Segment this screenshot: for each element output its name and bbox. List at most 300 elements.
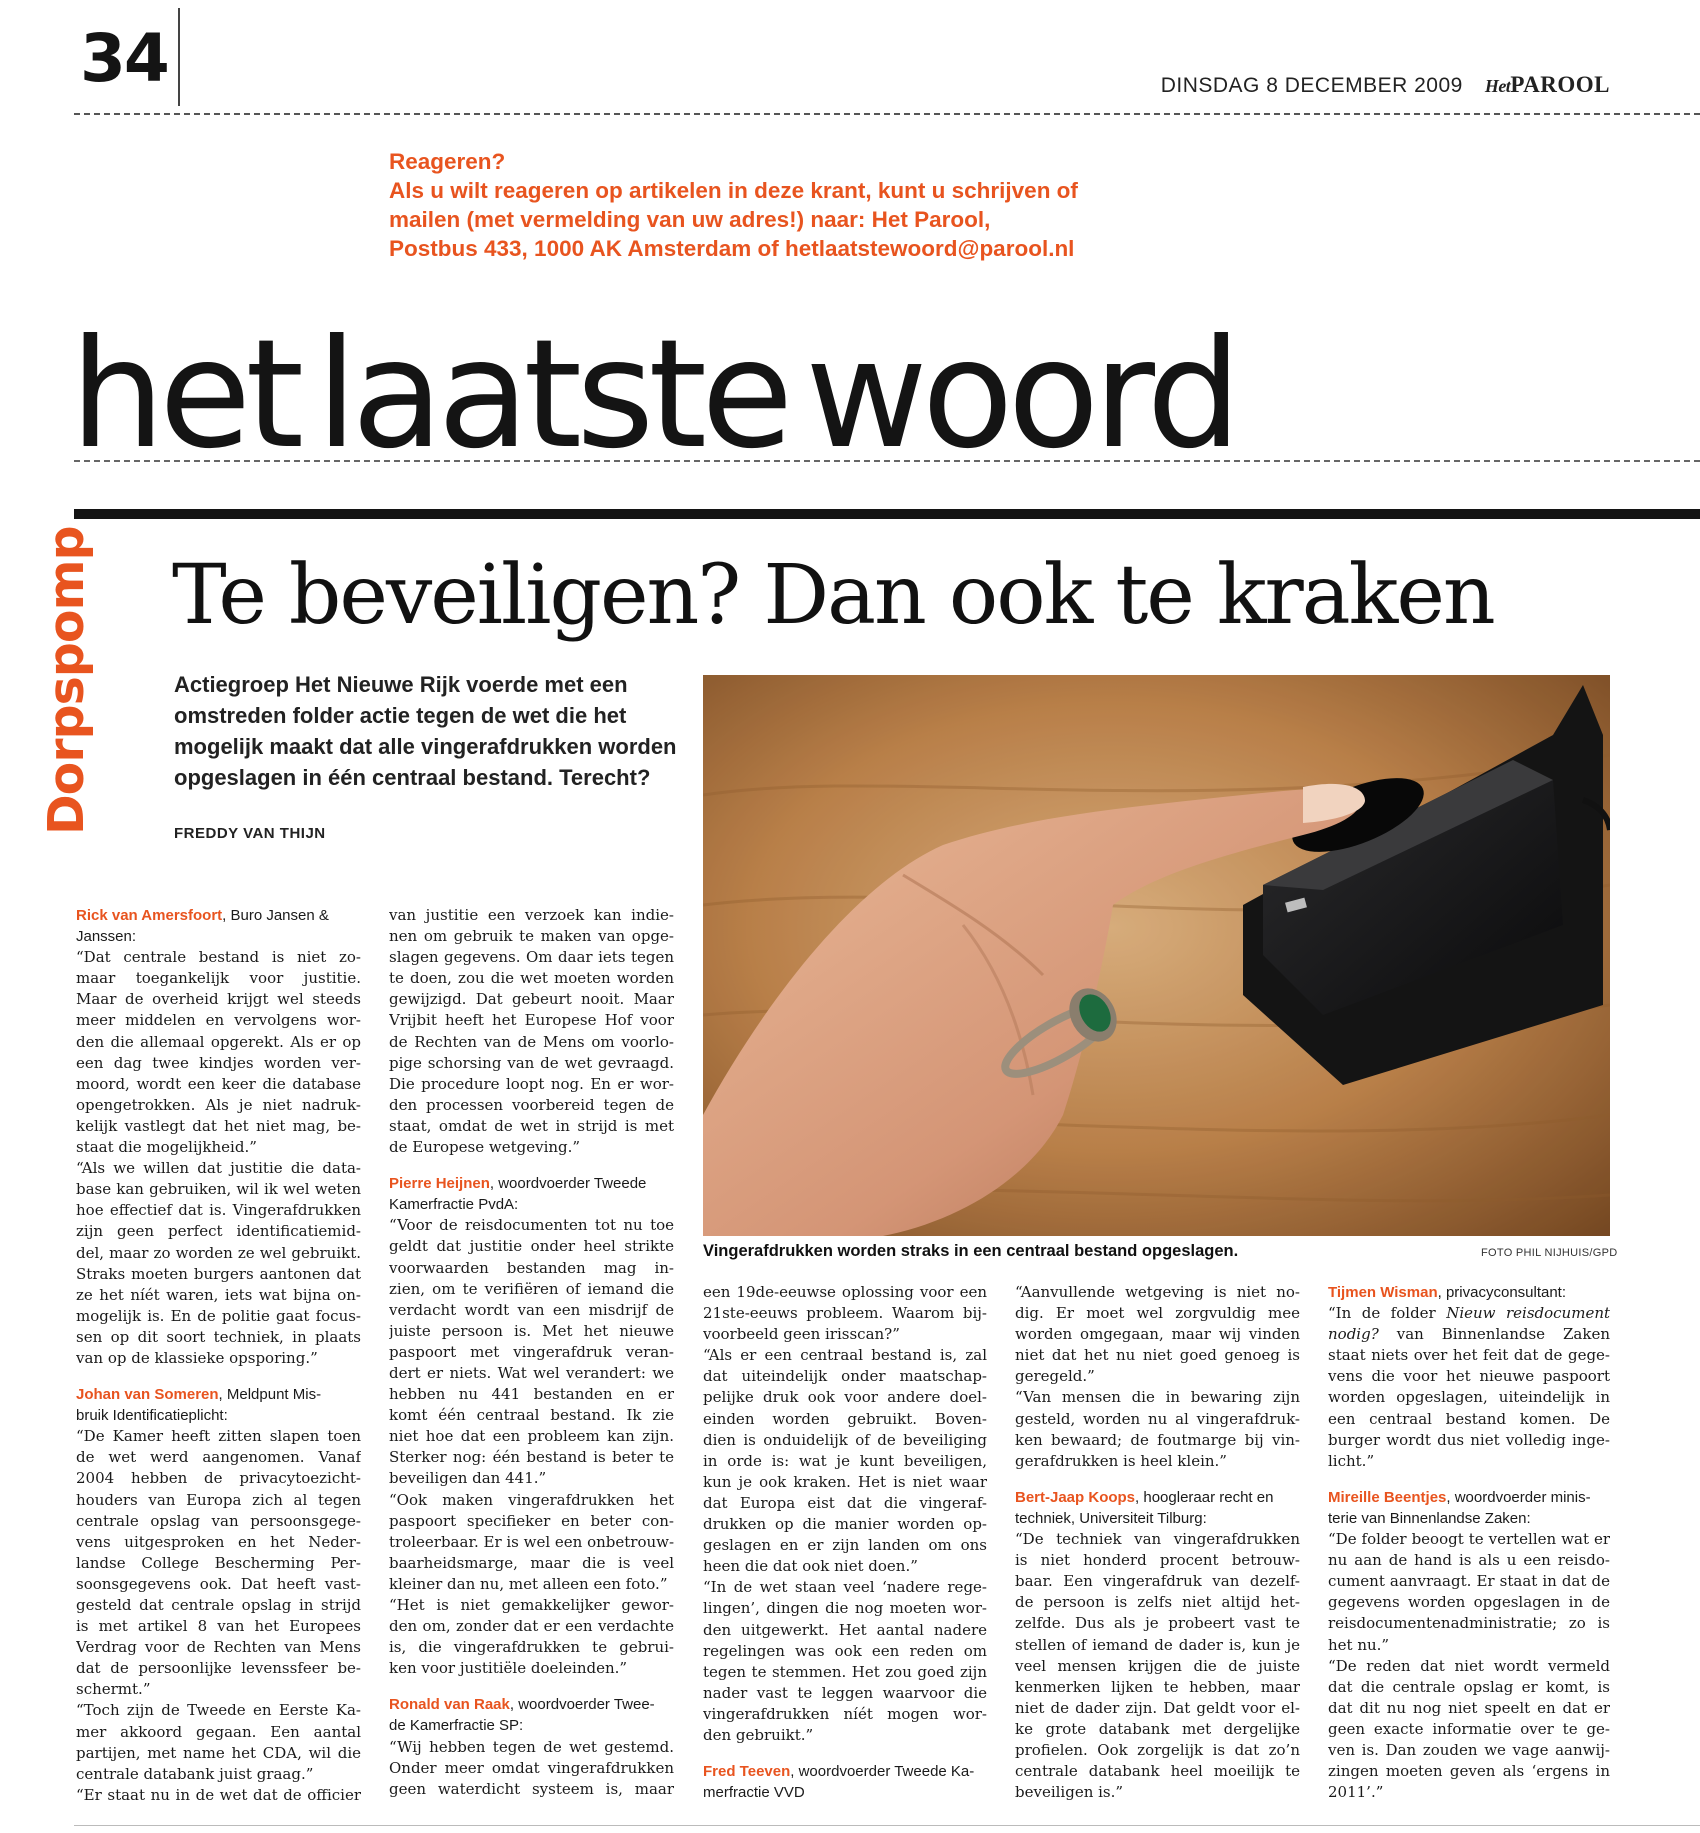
text-line	[389, 1426, 674, 1447]
text-run: gerafdrukken is heel klein.”	[1015, 1451, 1227, 1470]
text-run: ven is. Dan zouden we vage aanwij-	[1328, 1740, 1610, 1759]
text-run: zingen moeten geven als ‘ergens in	[1328, 1762, 1610, 1781]
text-run: 2011’.”	[1328, 1783, 1384, 1802]
paragraph-gap	[1015, 1472, 1300, 1487]
text-run: geregeld.”	[1015, 1367, 1095, 1386]
text-line	[1015, 1677, 1300, 1698]
text-line	[703, 1535, 987, 1556]
text-line	[703, 1725, 987, 1746]
text-line	[389, 1116, 674, 1137]
text-run: worden opgeslagen, uiteindelijk in	[1328, 1388, 1610, 1407]
text-run: voorbeeld geen irisscan?”	[703, 1325, 900, 1344]
text-run: beveiligen is.”	[1015, 1783, 1124, 1802]
text-run: niet hoe dat een probleem kan zijn.	[389, 1427, 674, 1446]
text-run: heen die dat ook niet doen.”	[703, 1557, 918, 1576]
section-label: Dorpspomp	[38, 526, 95, 835]
text-line	[703, 1430, 987, 1451]
text-run: een 19de-eeuwse oplossing voor een	[703, 1283, 987, 1301]
paragraph-gap	[703, 1746, 987, 1761]
text-run: zien, om te verifiëren of iemand die	[389, 1279, 674, 1298]
paragraph-gap	[389, 1679, 674, 1694]
text-line	[703, 1514, 987, 1535]
photo-credit: FOTO PHIL NIJHUIS/GPD	[1481, 1247, 1618, 1259]
text-line	[1328, 1635, 1610, 1656]
text-run: del, maar zo worden ze wel gebruikt.	[76, 1243, 361, 1262]
text-line	[703, 1683, 987, 1704]
text-line	[76, 1032, 361, 1053]
text-run: ken voor justitiële doeleinden.”	[389, 1659, 628, 1678]
text-line	[389, 1053, 674, 1074]
intro-line: omstreden folder actie tegen de wet die het	[174, 703, 627, 728]
text-line	[703, 1324, 987, 1345]
text-run: paspoort met vingerafdruk veran-	[389, 1342, 674, 1361]
speaker-role: merfractie VVD	[703, 1784, 805, 1802]
masthead-dashed-rule	[74, 460, 1700, 462]
text-run: vens uitgesproken en het Neder-	[76, 1532, 361, 1551]
text-line	[1015, 1740, 1300, 1761]
text-line	[389, 1279, 674, 1300]
text-run: Verdrag voor de Rechten van Mens	[76, 1638, 361, 1657]
text-run: kleiner dan nu, met alleen een foto.”	[389, 1574, 668, 1593]
text-line	[76, 989, 361, 1010]
text-line	[389, 1553, 674, 1574]
text-line	[1015, 1282, 1300, 1303]
text-run: slagen gegevens. Om daar iets tegen	[389, 948, 674, 967]
text-run: lingen’, dingen die nog moeten wor-	[703, 1599, 987, 1618]
article-headline: Te beveiligen? Dan ook te kraken	[172, 548, 1494, 643]
article-column-2	[389, 905, 674, 1800]
text-line	[1328, 1698, 1610, 1719]
text-line	[1328, 1677, 1610, 1698]
text-line	[76, 1679, 361, 1700]
text-line	[1328, 1430, 1610, 1451]
text-line	[76, 1595, 361, 1616]
text-line	[76, 1722, 361, 1743]
text-run: vens die voor het nieuwe paspoort	[1328, 1367, 1610, 1386]
text-line	[703, 1451, 987, 1472]
text-run: het nu.”	[1328, 1635, 1390, 1654]
text-line	[1015, 1324, 1300, 1345]
text-run: niet dat het nu niet goed genoeg is	[1015, 1346, 1300, 1365]
text-run: houders van Europa zich al tegen	[76, 1490, 361, 1509]
text-run: “Dat centrale bestand is niet zo-	[76, 948, 361, 967]
text-line	[703, 1704, 987, 1725]
text-run: mogelijk is. En de politie gaat focus-	[76, 1306, 361, 1325]
text-line	[1328, 1387, 1610, 1408]
text-run: dat de persoonlijke levenssfeer be-	[76, 1659, 361, 1678]
text-run: gesteld dat centrale opslag in strijd	[76, 1596, 361, 1614]
text-line	[389, 1300, 674, 1321]
text-run: geen exacte informatie over te ge-	[1328, 1719, 1610, 1738]
article-column-3	[703, 1282, 987, 1803]
text-line	[389, 1215, 674, 1236]
text-line	[703, 1303, 987, 1324]
text-line	[76, 1468, 361, 1489]
text-run: “Aanvullende wetgeving is niet no-	[1015, 1283, 1300, 1301]
text-line	[1328, 1613, 1610, 1634]
text-line	[1328, 1345, 1610, 1366]
text-line	[389, 1490, 674, 1511]
page-number: 34	[80, 20, 168, 97]
speaker-name: Mireille Beentjes	[1328, 1488, 1447, 1506]
text-run: licht.”	[1328, 1451, 1375, 1470]
text-line	[1015, 1550, 1300, 1571]
text-line	[1015, 1345, 1300, 1366]
text-line	[389, 1658, 674, 1679]
text-line	[389, 1321, 674, 1342]
text-line	[76, 1306, 361, 1327]
text-line	[389, 1574, 674, 1595]
text-run: van justitie een verzoek kan indie-	[389, 906, 674, 924]
text-run: ze het níét waren, iets wat bijna on-	[76, 1285, 361, 1304]
text-run: komt één centraal bestand. Ik zie	[389, 1406, 674, 1425]
text-run: zijn geen perfect identificatiemid-	[76, 1222, 361, 1241]
text-run: Maar de overheid krijgt wel steeds	[76, 990, 361, 1009]
text-line	[76, 1785, 361, 1806]
text-line	[76, 1447, 361, 1468]
text-line	[389, 1194, 674, 1215]
reageren-notice	[389, 147, 1149, 263]
text-run: “Het is niet gemakkelijker gewor-	[389, 1596, 674, 1614]
text-line	[389, 1737, 674, 1758]
text-line	[1328, 1571, 1610, 1592]
text-line	[1015, 1387, 1300, 1408]
text-line	[389, 1511, 674, 1532]
text-line	[76, 1116, 361, 1137]
text-line	[76, 1327, 361, 1348]
text-line	[76, 1010, 361, 1031]
newspaper-logo: HetPAROOL	[1484, 72, 1610, 97]
text-line	[389, 1236, 674, 1257]
text-line	[389, 1405, 674, 1426]
text-run: geen waterdicht systeem is, maar	[389, 1779, 674, 1798]
text-line	[1015, 1303, 1300, 1324]
speaker-role: , woordvoerder Tweede Ka-	[790, 1763, 975, 1781]
speaker-role: bruik Identificatieplicht:	[76, 1407, 228, 1425]
text-line	[76, 1574, 361, 1595]
text-run: den uitgewerkt. Het aantal nadere	[703, 1620, 987, 1639]
text-line	[389, 1258, 674, 1279]
speaker-line	[703, 1761, 987, 1782]
text-run: “De techniek van vingerafdrukken	[1015, 1530, 1300, 1549]
text-line	[389, 1468, 674, 1489]
text-run: landse College Bescherming Per-	[76, 1553, 361, 1572]
text-line	[76, 1158, 361, 1179]
text-line	[1015, 1430, 1300, 1451]
speaker-role: Janssen:	[76, 928, 137, 946]
text-run: “Wij hebben tegen de wet gestemd.	[389, 1737, 674, 1756]
text-run: de Rechten van de Mens om voorlo-	[389, 1032, 674, 1051]
text-run: “De Kamer heeft zitten slapen toen	[76, 1427, 361, 1446]
text-run: “Als er een centraal bestand is, zal	[703, 1346, 987, 1365]
text-run: tegen te stemmen. Het zou goed zijn	[703, 1662, 987, 1681]
text-run: vingerafdrukken níét mogen wor-	[703, 1704, 987, 1723]
speaker-name: Bert-Jaap Koops	[1015, 1488, 1136, 1506]
text-run: ken bewaard; de foutmarge bij vin-	[1015, 1430, 1300, 1449]
text-line	[1328, 1592, 1610, 1613]
text-line	[389, 947, 674, 968]
text-run: troleerbaar. Er is wel een onbetrouw-	[389, 1532, 674, 1551]
text-run: hebben nu 441 bestanden en er	[389, 1385, 674, 1404]
text-line	[703, 1662, 987, 1683]
text-line	[76, 1743, 361, 1764]
text-run: mer akkoord gegaan. Een aantal	[76, 1722, 361, 1741]
text-run: is met artikel 8 van het Europees	[76, 1617, 361, 1636]
photo-illustration	[703, 675, 1610, 1236]
text-line	[1015, 1761, 1300, 1782]
text-run: de Europese wetgeving.”	[389, 1138, 581, 1157]
reageren-line: Als u wilt reageren op artikelen in deze krant, kunt u schrijven of	[389, 178, 1078, 203]
text-line	[76, 1179, 361, 1200]
text-line	[703, 1345, 987, 1366]
text-line	[389, 1715, 674, 1736]
speaker-name: Pierre Heijnen	[389, 1175, 490, 1193]
bottom-rule	[74, 1825, 1700, 1826]
text-line	[76, 1426, 361, 1447]
text-run: baarheidsmarge, maar die is veel	[389, 1553, 674, 1572]
text-run: dert er niets. Wat wel verandert: we	[389, 1363, 674, 1382]
text-run: “Toch zijn de Tweede en Eerste Ka-	[76, 1701, 361, 1720]
text-line	[1015, 1508, 1300, 1529]
text-line	[76, 1553, 361, 1574]
text-line	[389, 1384, 674, 1405]
text-line	[1328, 1303, 1610, 1324]
text-line	[76, 1285, 361, 1306]
text-run: pelijke druk ook voor andere doel-	[703, 1388, 987, 1407]
text-run: nader vast te leggen waarvoor die	[703, 1683, 987, 1702]
text-run: is niet honderd procent betrouw-	[1015, 1551, 1300, 1570]
text-run: kun je ook kraken. Het is niet waar	[703, 1472, 987, 1491]
text-run: dien is onduidelijk of de beveiliging	[703, 1430, 987, 1449]
text-line	[1328, 1451, 1610, 1472]
text-line	[76, 1095, 361, 1116]
speaker-role: Kamerfractie PvdA:	[389, 1196, 519, 1214]
section-masthead: het laatste woord	[70, 308, 1236, 482]
speaker-role: , Meldpunt Mis-	[218, 1386, 322, 1404]
text-run: burger wordt dus niet volledig inge-	[1328, 1430, 1610, 1449]
text-run: opengetrokken. Als je niet nadruk-	[76, 1095, 361, 1114]
text-line	[389, 1137, 674, 1158]
text-line	[76, 1658, 361, 1679]
text-line	[1015, 1656, 1300, 1677]
text-run: “Als we willen dat justitie die data-	[76, 1159, 361, 1178]
text-run: stellen of iemand de dader is, kun je	[1015, 1635, 1300, 1654]
text-line	[703, 1472, 987, 1493]
speaker-role: , Buro Jansen &	[222, 907, 329, 924]
text-run: voorwaarden bestanden mag in-	[389, 1258, 674, 1277]
text-run: ke grote databank met dergelijke	[1015, 1719, 1300, 1738]
text-run: worden omgegaan, maar wij vinden	[1015, 1325, 1300, 1344]
speaker-role: , woordvoerder Tweede	[489, 1175, 647, 1193]
text-run: partijen, met name het CDA, wil die	[76, 1743, 361, 1762]
text-run: moord, wordt een keer die database	[76, 1074, 361, 1093]
speaker-name: Ronald van Raak	[389, 1696, 510, 1714]
text-run: 2004 hebben de privacytoezicht-	[76, 1469, 361, 1488]
text-line	[1015, 1409, 1300, 1430]
text-line	[389, 1363, 674, 1384]
text-line	[703, 1620, 987, 1641]
text-run: beveiligen dan 441.”	[389, 1469, 547, 1488]
speaker-line	[389, 1694, 674, 1715]
speaker-line	[76, 905, 361, 926]
text-line	[1328, 1508, 1610, 1529]
masthead-thick-rule	[74, 509, 1700, 519]
text-run: baar. Een vingerafdruk van dezelf-	[1015, 1572, 1300, 1591]
speaker-role: , hoogleraar recht en	[1135, 1488, 1274, 1506]
text-run: meer middelen en vervolgens wor-	[76, 1011, 361, 1030]
header-dashed-rule	[74, 113, 1700, 115]
text-run: in orde is: wat je kunt beveiligen,	[703, 1451, 987, 1470]
text-run: “Ook maken vingerafdrukken het	[389, 1490, 674, 1509]
speaker-name: Rick van Amersfoort	[76, 907, 223, 924]
text-line	[389, 989, 674, 1010]
paragraph-gap	[1328, 1472, 1610, 1487]
text-line	[76, 1490, 361, 1511]
text-line	[1015, 1635, 1300, 1656]
text-line	[76, 968, 361, 989]
text-run: gewijzigd. Dat gebeurt nooit. Maar	[389, 990, 674, 1009]
reageren-line: Postbus 433, 1000 AK Amsterdam of hetlaatstewoord@parool.nl	[389, 236, 1075, 261]
intro-line: Actiegroep Het Nieuwe Rijk voerde met een	[174, 672, 628, 697]
text-run: Vrijbit heeft het Europese Hof voor	[389, 1011, 674, 1030]
intro-line: opgeslagen in één centraal bestand. Terecht?	[174, 765, 651, 790]
text-run: staat, omdat de wet in strijd is met	[389, 1116, 674, 1135]
article-byline: FREDDY VAN THIJN	[174, 825, 326, 842]
text-line	[76, 1532, 361, 1553]
speaker-name: Johan van Someren	[76, 1386, 219, 1404]
text-run: “De folder beoogt te vertellen wat er	[1328, 1530, 1610, 1549]
text-line	[1015, 1529, 1300, 1550]
text-line	[703, 1641, 987, 1662]
text-run: “In de wet staan veel ‘nadere rege-	[703, 1578, 987, 1597]
text-run: dat dit nu nog niet speelt en dat er	[1328, 1698, 1610, 1717]
issue-date: DINSDAG 8 DECEMBER 2009	[1160, 74, 1463, 97]
paragraph-gap	[76, 1369, 361, 1384]
article-column-4	[1015, 1282, 1300, 1803]
speaker-role: terie van Binnenlandse Zaken:	[1328, 1509, 1531, 1527]
text-run: nen om gebruik te maken van opge-	[389, 927, 674, 946]
text-run: dat Europa eist dat die vingeraf-	[703, 1493, 987, 1512]
text-run: den processen voorbereid tegen de	[389, 1095, 674, 1114]
text-line	[389, 1010, 674, 1031]
speaker-name: Tijmen Wisman	[1328, 1284, 1438, 1301]
text-line	[76, 1700, 361, 1721]
text-line	[1015, 1451, 1300, 1472]
text-line	[703, 1366, 987, 1387]
text-line	[1328, 1324, 1610, 1345]
text-run: drukken op die manier worden op-	[703, 1515, 987, 1534]
text-line	[1328, 1761, 1610, 1782]
text-line	[76, 1264, 361, 1285]
speaker-line	[76, 1384, 361, 1405]
text-line	[1328, 1656, 1610, 1677]
text-run: regelingen was ook een reden om	[703, 1641, 987, 1660]
text-run: den gebruikt.”	[703, 1725, 814, 1744]
text-line	[389, 1074, 674, 1095]
reageren-line: mailen (met vermelding van uw adres!) naar: Het Parool,	[389, 207, 991, 232]
text-line	[1328, 1782, 1610, 1803]
text-run: Straks moeten burgers aantonen dat	[76, 1264, 361, 1283]
text-line	[76, 1221, 361, 1242]
text-run: de persoon is zelfs niet altijd het-	[1015, 1593, 1300, 1612]
text-run: centrale databank heel moeilijk te	[1015, 1762, 1300, 1781]
text-line	[389, 1616, 674, 1637]
text-line	[76, 1348, 361, 1369]
text-line	[76, 1616, 361, 1637]
text-line	[76, 947, 361, 968]
fingerprint-scanner-photo	[703, 675, 1610, 1236]
text-run: van op de klassieke opsporing.”	[76, 1348, 318, 1367]
text-run: reisdocumentenadministratie; zo is	[1328, 1614, 1610, 1633]
text-run: staat die mogelijkheid.”	[76, 1138, 257, 1157]
text-line	[1015, 1719, 1300, 1740]
text-line	[389, 1779, 674, 1800]
text-line	[389, 1342, 674, 1363]
text-line	[703, 1598, 987, 1619]
text-run: dat uiteindelijk onder maatschap-	[703, 1367, 987, 1386]
text-run: Die procedure loopt nog. En er wor-	[389, 1074, 674, 1093]
header-divider	[178, 8, 180, 106]
text-run: “In de folder	[1328, 1304, 1447, 1323]
speaker-name: Fred Teeven	[703, 1763, 791, 1781]
text-run: de wet werd aangenomen. Vanaf	[76, 1448, 361, 1467]
text-run: kenmerken lijken te hebben, maar	[1015, 1677, 1300, 1696]
text-line	[76, 1764, 361, 1785]
text-line	[703, 1409, 987, 1430]
text-line	[389, 1637, 674, 1658]
article-column-5	[1328, 1282, 1610, 1803]
text-line	[1328, 1366, 1610, 1387]
text-run: maar toegankelijk voor justitie.	[76, 969, 361, 988]
speaker-role: , woordvoerder minis-	[1446, 1488, 1591, 1506]
text-line	[76, 1053, 361, 1074]
text-run: te doen, zou die wet moeten worden	[389, 969, 674, 988]
text-line	[76, 1511, 361, 1532]
text-line	[703, 1556, 987, 1577]
text-line	[76, 1200, 361, 1221]
text-run: dat die centrale opslag er komt, is	[1328, 1677, 1610, 1696]
speaker-role: , privacyconsultant:	[1437, 1284, 1567, 1301]
text-line	[703, 1387, 987, 1408]
text-line	[76, 1637, 361, 1658]
text-run: geslagen en er zijn landen om ons	[703, 1536, 987, 1555]
text-line	[389, 1758, 674, 1779]
text-line	[1328, 1529, 1610, 1550]
speaker-line	[389, 1173, 674, 1194]
text-run: een dag twee kindjes worden ver-	[76, 1053, 361, 1072]
text-line	[1328, 1409, 1610, 1430]
text-run: 21ste-eeuws probleem. Waarom bij-	[703, 1304, 987, 1323]
text-line	[703, 1577, 987, 1598]
text-run: pige schorsing van de wet gevraagd.	[389, 1053, 674, 1072]
text-line	[1015, 1366, 1300, 1387]
text-line	[389, 905, 674, 926]
text-run: gegevens worden opgeslagen in de	[1328, 1593, 1610, 1612]
text-run: gesteld, worden nu al vingerafdruk-	[1015, 1409, 1300, 1428]
text-run: einden worden gebruikt. Boven-	[703, 1409, 987, 1428]
text-run: schermt.”	[76, 1680, 151, 1699]
text-run: sen op dit soort techniek, in plaats	[76, 1327, 361, 1346]
text-run: dig. Er moet wel zorgvuldig mee	[1015, 1304, 1300, 1323]
speaker-role: , woordvoerder Twee-	[509, 1696, 655, 1714]
text-run: cument aanvraagt. Er staat in dat de	[1328, 1572, 1610, 1591]
text-line	[1328, 1550, 1610, 1571]
text-line	[76, 1243, 361, 1264]
text-line	[76, 1405, 361, 1426]
text-run: niet de dader zijn. Dat geldt voor el-	[1015, 1698, 1300, 1717]
paragraph-gap	[389, 1158, 674, 1173]
speaker-role: techniek, Universiteit Tilburg:	[1015, 1509, 1207, 1527]
